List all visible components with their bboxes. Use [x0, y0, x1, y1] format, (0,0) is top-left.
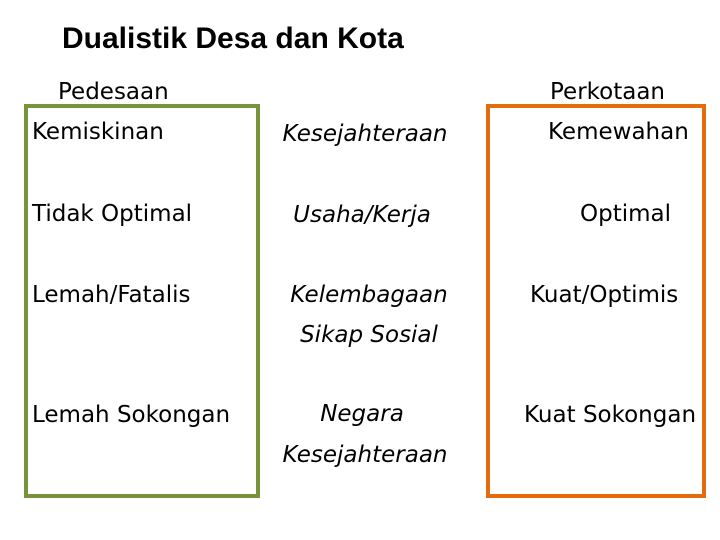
rural-item-weak-support: Lemah Sokongan	[32, 402, 231, 428]
urban-item-strong-optimistic: Kuat/Optimis	[530, 282, 679, 308]
urban-item-optimal: Optimal	[580, 201, 672, 227]
dimension-state: Negara	[320, 401, 404, 427]
urban-heading: Perkotaan	[550, 79, 666, 105]
dimension-state-welfare: Kesejahteraan	[282, 442, 448, 468]
rural-item-weak-fatalist: Lemah/Fatalis	[32, 282, 191, 308]
urban-item-luxury: Kemewahan	[548, 119, 689, 145]
dimension-business-work: Usaha/Kerja	[293, 202, 431, 228]
rural-item-poverty: Kemiskinan	[32, 119, 164, 145]
dimension-welfare: Kesejahteraan	[282, 121, 448, 147]
dimension-institutions: Kelembagaan	[290, 282, 448, 308]
slide-title: Dualistik Desa dan Kota	[62, 22, 404, 55]
rural-item-not-optimal: Tidak Optimal	[32, 201, 193, 227]
urban-item-strong-support: Kuat Sokongan	[524, 402, 697, 428]
dimension-social-attitude: Sikap Sosial	[300, 322, 438, 348]
rural-heading: Pedesaan	[58, 79, 169, 105]
